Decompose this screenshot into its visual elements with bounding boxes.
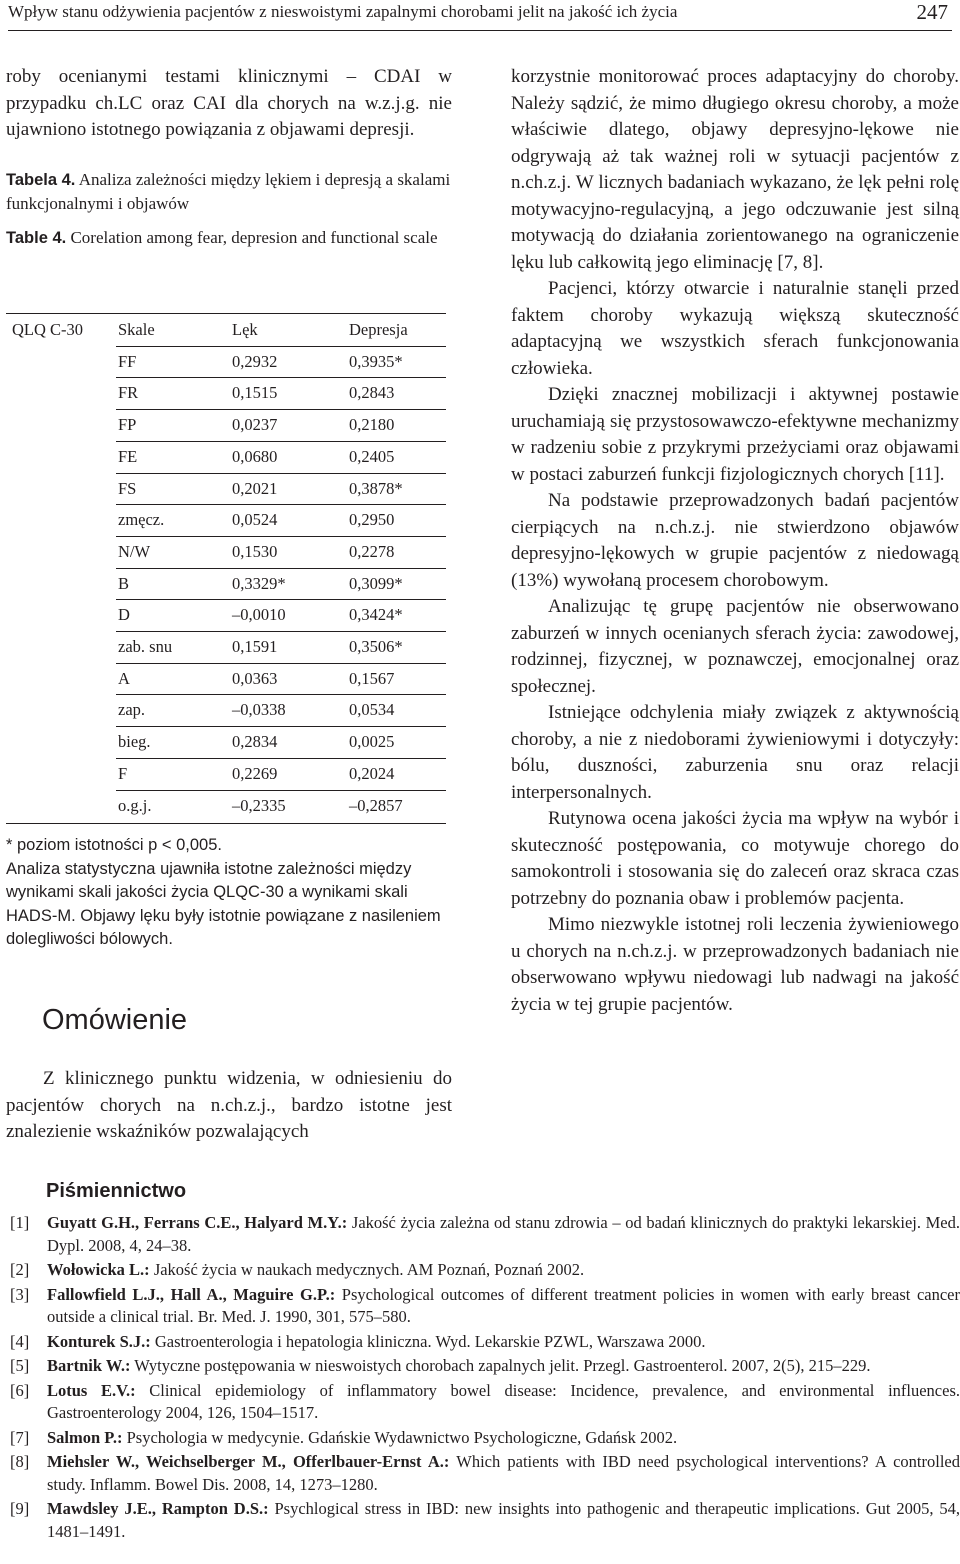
reference-number: [6] bbox=[10, 1380, 30, 1400]
table-row bbox=[6, 346, 446, 378]
reference-item bbox=[10, 1355, 960, 1378]
scale-cell: F bbox=[118, 763, 128, 783]
reference-item bbox=[10, 1212, 960, 1257]
anxiety-cell: –0,2335 bbox=[232, 795, 286, 815]
anxiety-cell: 0,2932 bbox=[232, 351, 278, 371]
anxiety-cell: 0,0363 bbox=[232, 668, 278, 688]
depression-cell: 0,2278 bbox=[349, 541, 395, 561]
left-column bbox=[6, 64, 452, 250]
depression-cell: 0,2024 bbox=[349, 763, 395, 783]
scale-cell: FE bbox=[118, 446, 138, 466]
reference-text: Psychological outcomes of different treatment policies in women with early breast cancer outside a clinical trial. Br. Med. J. 1990, 301, 575–580. bbox=[47, 1284, 960, 1326]
depression-cell: 0,1567 bbox=[349, 668, 395, 688]
reference-authors: Fallowfield L.J., Hall A., Maguire G.P.: bbox=[47, 1284, 336, 1304]
scale-cell: zap. bbox=[118, 700, 146, 720]
reference-item bbox=[10, 1331, 960, 1354]
section-heading: Omówienie bbox=[42, 1004, 188, 1036]
anxiety-cell: 0,2834 bbox=[232, 732, 278, 752]
right-column bbox=[511, 64, 959, 1018]
reference-number: [3] bbox=[10, 1284, 30, 1304]
table-row bbox=[6, 663, 446, 695]
scale-cell: N/W bbox=[118, 541, 151, 561]
depression-cell: –0,2857 bbox=[349, 795, 403, 815]
table-summary: Analiza statystyczna ujawniła istotne zależności między wynikami skali jakości życia QLQC-30 a wynikami skali HADS-M. Objawy lęku były istotnie powiązane z nasileniem dolegliwości bólowych. bbox=[6, 859, 441, 948]
body-paragraph: Mimo niezwykle istotnej roli leczenia żywieniowego u chorych na n.ch.z.j. w przeprowadzonych badaniach nie obserwowano wpływu niedowagi lub nadwagi na jakość życia w tej grupie pacjentów. bbox=[511, 914, 959, 1015]
reference-text: Wytyczne postępowania w nieswoistych chorobach zapalnych jelit. Przegl. Gastroenterol. 2007, 2(5), 215–229. bbox=[130, 1356, 871, 1375]
row-header-label: QLQ C-30 bbox=[12, 320, 84, 339]
running-title: Wpływ stanu odżywienia pacjentów z nieswoistymi zapalnymi chorobami jelit na jakość ich życia bbox=[8, 2, 678, 21]
table-row bbox=[6, 599, 446, 631]
body-paragraph: Dzięki znacznej mobilizacji i aktywnej postawie uruchamiają się przystosowawczo-efektywne mechanizmy w radzeniu sobie z przykrymi przeżyciami oraz objawami w postaci zaburzeń funkcji fizjologicznych chorych [11]. bbox=[511, 384, 959, 485]
reference-number: [9] bbox=[10, 1499, 30, 1518]
table-row bbox=[6, 790, 446, 822]
table-row bbox=[6, 631, 446, 663]
depression-cell: 0,3935* bbox=[349, 351, 403, 371]
page-number: 247 bbox=[916, 0, 948, 24]
running-header bbox=[8, 0, 952, 31]
table-row bbox=[6, 758, 446, 790]
body-paragraph: korzystnie monitorować proces adaptacyjny do choroby. Należy sądzić, że mimo długiego okresu choroby, a może właściwie dlatego, objawy depresyjno-lękowe nie odgrywają aż tak ważnej roli w sytuacji pacjentów z n.ch.z.j. W licznych badaniach wykazano, że lęk pełni rolę motywacyjno-regulacyjną, a jego odczuwanie jest silną motywacją do działania zorientowanego na ograniczenie lęku lub całkowitą jego eliminację [7, 8]. bbox=[511, 66, 959, 273]
anxiety-cell: 0,2269 bbox=[232, 763, 278, 783]
scale-cell: zmęcz. bbox=[118, 510, 165, 530]
anxiety-cell: 0,1515 bbox=[232, 383, 278, 403]
reference-number: [2] bbox=[10, 1260, 30, 1279]
correlation-table bbox=[6, 313, 446, 824]
reference-text: Jakość życia zależna od stanu zdrowia – od badań klinicznych do praktyki lekarskiej. Med. Dypl. 2008, 4, 24–38. bbox=[47, 1213, 960, 1255]
table-row bbox=[6, 726, 446, 758]
depression-cell: 0,3506* bbox=[349, 637, 403, 656]
table-row bbox=[6, 441, 446, 473]
reference-authors: Wołowicka L.: bbox=[47, 1260, 150, 1279]
table-row bbox=[6, 568, 446, 600]
reference-text: Which patients with IBD need psychological interventions? A controlled study. Inflamm. Bowel Dis. 2008, 14, 1273–1280. bbox=[47, 1452, 960, 1494]
reference-text: Psychlogical stress in IBD: new insights into pathogenic and therapeutic implications. Gut 2005, 54, 1481–1491. bbox=[47, 1499, 960, 1541]
reference-number: [5] bbox=[10, 1356, 30, 1375]
reference-number: [1] bbox=[10, 1213, 30, 1232]
scale-cell: B bbox=[118, 573, 130, 593]
reference-item bbox=[10, 1259, 960, 1282]
table-row bbox=[6, 473, 446, 505]
depression-cell: 0,3424* bbox=[349, 605, 403, 625]
table-title-en: Corelation among fear, depresion and functional scale bbox=[66, 227, 438, 247]
reference-text: Psychologia w medycynie. Gdańskie Wydawnictwo Psychologiczne, Gdańsk 2002. bbox=[122, 1427, 678, 1447]
anxiety-cell: –0,0010 bbox=[232, 605, 286, 625]
anxiety-cell: 0,2021 bbox=[232, 478, 278, 498]
anxiety-cell: 0,0237 bbox=[232, 415, 278, 435]
header-scales: Skale bbox=[118, 320, 155, 339]
reference-authors: Konturek S.J.: bbox=[47, 1331, 151, 1351]
body-paragraph: Analizując tę grupę pacjentów nie obserwowano zaburzeń w innych ocenianych sferach życia: zawodowej, rodzinnej, fizycznej, w poznawczej, emocjonalnej oraz społecznej. bbox=[511, 596, 959, 697]
depression-cell: 0,2405 bbox=[349, 446, 395, 466]
reference-item bbox=[10, 1427, 960, 1450]
anxiety-cell: 0,0524 bbox=[232, 510, 278, 530]
reference-authors: Mawdsley J.E., Rampton D.S.: bbox=[47, 1499, 269, 1518]
table-footnote: * poziom istotności p < 0,005. bbox=[6, 836, 222, 854]
reference-number: [7] bbox=[10, 1427, 30, 1447]
table-row bbox=[6, 409, 446, 441]
table-label-pl: Tabela 4. bbox=[6, 170, 76, 189]
reference-text: Jakość życia w naukach medycznych. AM Poznań, Poznań 2002. bbox=[149, 1260, 585, 1279]
table-row bbox=[6, 377, 446, 409]
scale-cell: FP bbox=[118, 415, 137, 435]
table-header-row bbox=[6, 314, 446, 346]
reference-authors: Salmon P.: bbox=[47, 1427, 123, 1447]
reference-number: [4] bbox=[10, 1331, 30, 1351]
table-caption-pl bbox=[6, 168, 452, 216]
reference-item bbox=[10, 1284, 960, 1329]
table-notes bbox=[6, 834, 446, 952]
table-caption-en bbox=[6, 226, 452, 250]
scale-cell: zab. snu bbox=[118, 637, 173, 656]
depression-cell: 0,2843 bbox=[349, 383, 395, 403]
header-anxiety: Lęk bbox=[232, 320, 258, 339]
scale-cell: FR bbox=[118, 383, 139, 403]
body-paragraph: Na podstawie przeprowadzonych badań pacjentów cierpiących na n.ch.z.j. nie stwierdzono objawów depresyjno-lękowych w grupie pacjentów z niedowagą (13%) wywołaną procesem chorobowym. bbox=[511, 490, 959, 591]
depression-cell: 0,0025 bbox=[349, 732, 395, 752]
scale-cell: A bbox=[118, 668, 130, 688]
section-paragraph: Z klinicznego punktu widzenia, w odniesieniu do pacjentów chorych na n.ch.z.j., bardzo istotne jest znalezienie wskaźników pozwalających bbox=[6, 1068, 452, 1142]
reference-item bbox=[10, 1498, 960, 1543]
depression-cell: 0,0534 bbox=[349, 700, 395, 720]
header-depression: Depresja bbox=[349, 320, 408, 339]
body-paragraph: Rutynowa ocena jakości życia ma wpływ na wybór i skuteczność postępowania, co motywuje chorego do samokontroli i stosowania się do zaleceń oraz skraca czas potrzebny do poznania obaw i problemów pacjenta. bbox=[511, 808, 959, 909]
depression-cell: 0,2950 bbox=[349, 510, 395, 530]
reference-authors: Bartnik W.: bbox=[47, 1356, 131, 1375]
reference-number: [8] bbox=[10, 1452, 30, 1471]
anxiety-cell: 0,1530 bbox=[232, 541, 278, 561]
reference-authors: Lotus E.V.: bbox=[47, 1380, 136, 1400]
bibliography-list bbox=[10, 1212, 960, 1545]
bibliography-title: Piśmiennictwo bbox=[46, 1180, 187, 1202]
reference-text: Clinical epidemiology of inflammatory bowel disease: Incidence, prevalence, and environmental influences. Gastroenterology 2004, 126, 1504–1517. bbox=[47, 1380, 960, 1422]
depression-cell: 0,3878* bbox=[349, 478, 403, 498]
depression-cell: 0,2180 bbox=[349, 415, 395, 435]
table-title-pl: Analiza zależności między lękiem i depresją a skalami funkcjonalnymi i objawów bbox=[6, 169, 451, 213]
table-row bbox=[6, 536, 446, 568]
anxiety-cell: 0,1591 bbox=[232, 637, 278, 656]
reference-item bbox=[10, 1380, 960, 1425]
reference-item bbox=[10, 1451, 960, 1496]
section-text-block bbox=[6, 1066, 452, 1146]
depression-cell: 0,3099* bbox=[349, 573, 403, 593]
anxiety-cell: 0,0680 bbox=[232, 446, 278, 466]
table-row bbox=[6, 694, 446, 726]
table-row bbox=[6, 504, 446, 536]
anxiety-cell: –0,0338 bbox=[232, 700, 286, 720]
reference-authors: Miehsler W., Weichselberger M., Offerlbauer-Ernst A.: bbox=[47, 1452, 450, 1471]
table-label-en: Table 4. bbox=[6, 228, 67, 247]
scale-cell: FF bbox=[118, 351, 137, 371]
scale-cell: FS bbox=[118, 478, 137, 498]
reference-text: Gastroenterologia i hepatologia kliniczna. Wyd. Lekarskie PZWL, Warszawa 2000. bbox=[150, 1331, 706, 1351]
scale-cell: o.g.j. bbox=[118, 795, 152, 815]
scale-cell: bieg. bbox=[118, 732, 151, 752]
scale-cell: D bbox=[118, 605, 130, 625]
anxiety-cell: 0,3329* bbox=[232, 573, 286, 593]
intro-paragraph: roby ocenianymi testami klinicznymi – CDAI w przypadku ch.LC oraz CAI dla chorych na w.z.j.g. nie ujawniono istotnego powiązania z objawami depresji. bbox=[6, 66, 452, 140]
body-paragraph: Istniejące odchylenia miały związek z aktywnością choroby, a nie z niedoborami żywieniowymi i dotyczyły: bólu, duszności, zaburzenia snu oraz relacji interpersonalnych. bbox=[511, 702, 959, 803]
reference-authors: Guyatt G.H., Ferrans C.E., Halyard M.Y.: bbox=[47, 1213, 348, 1232]
body-paragraph: Pacjenci, którzy otwarcie i naturalnie stanęli przed faktem choroby wykazują większą skuteczność adaptacyjną we wszystkich sferach funkcjonowania człowieka. bbox=[511, 278, 959, 379]
